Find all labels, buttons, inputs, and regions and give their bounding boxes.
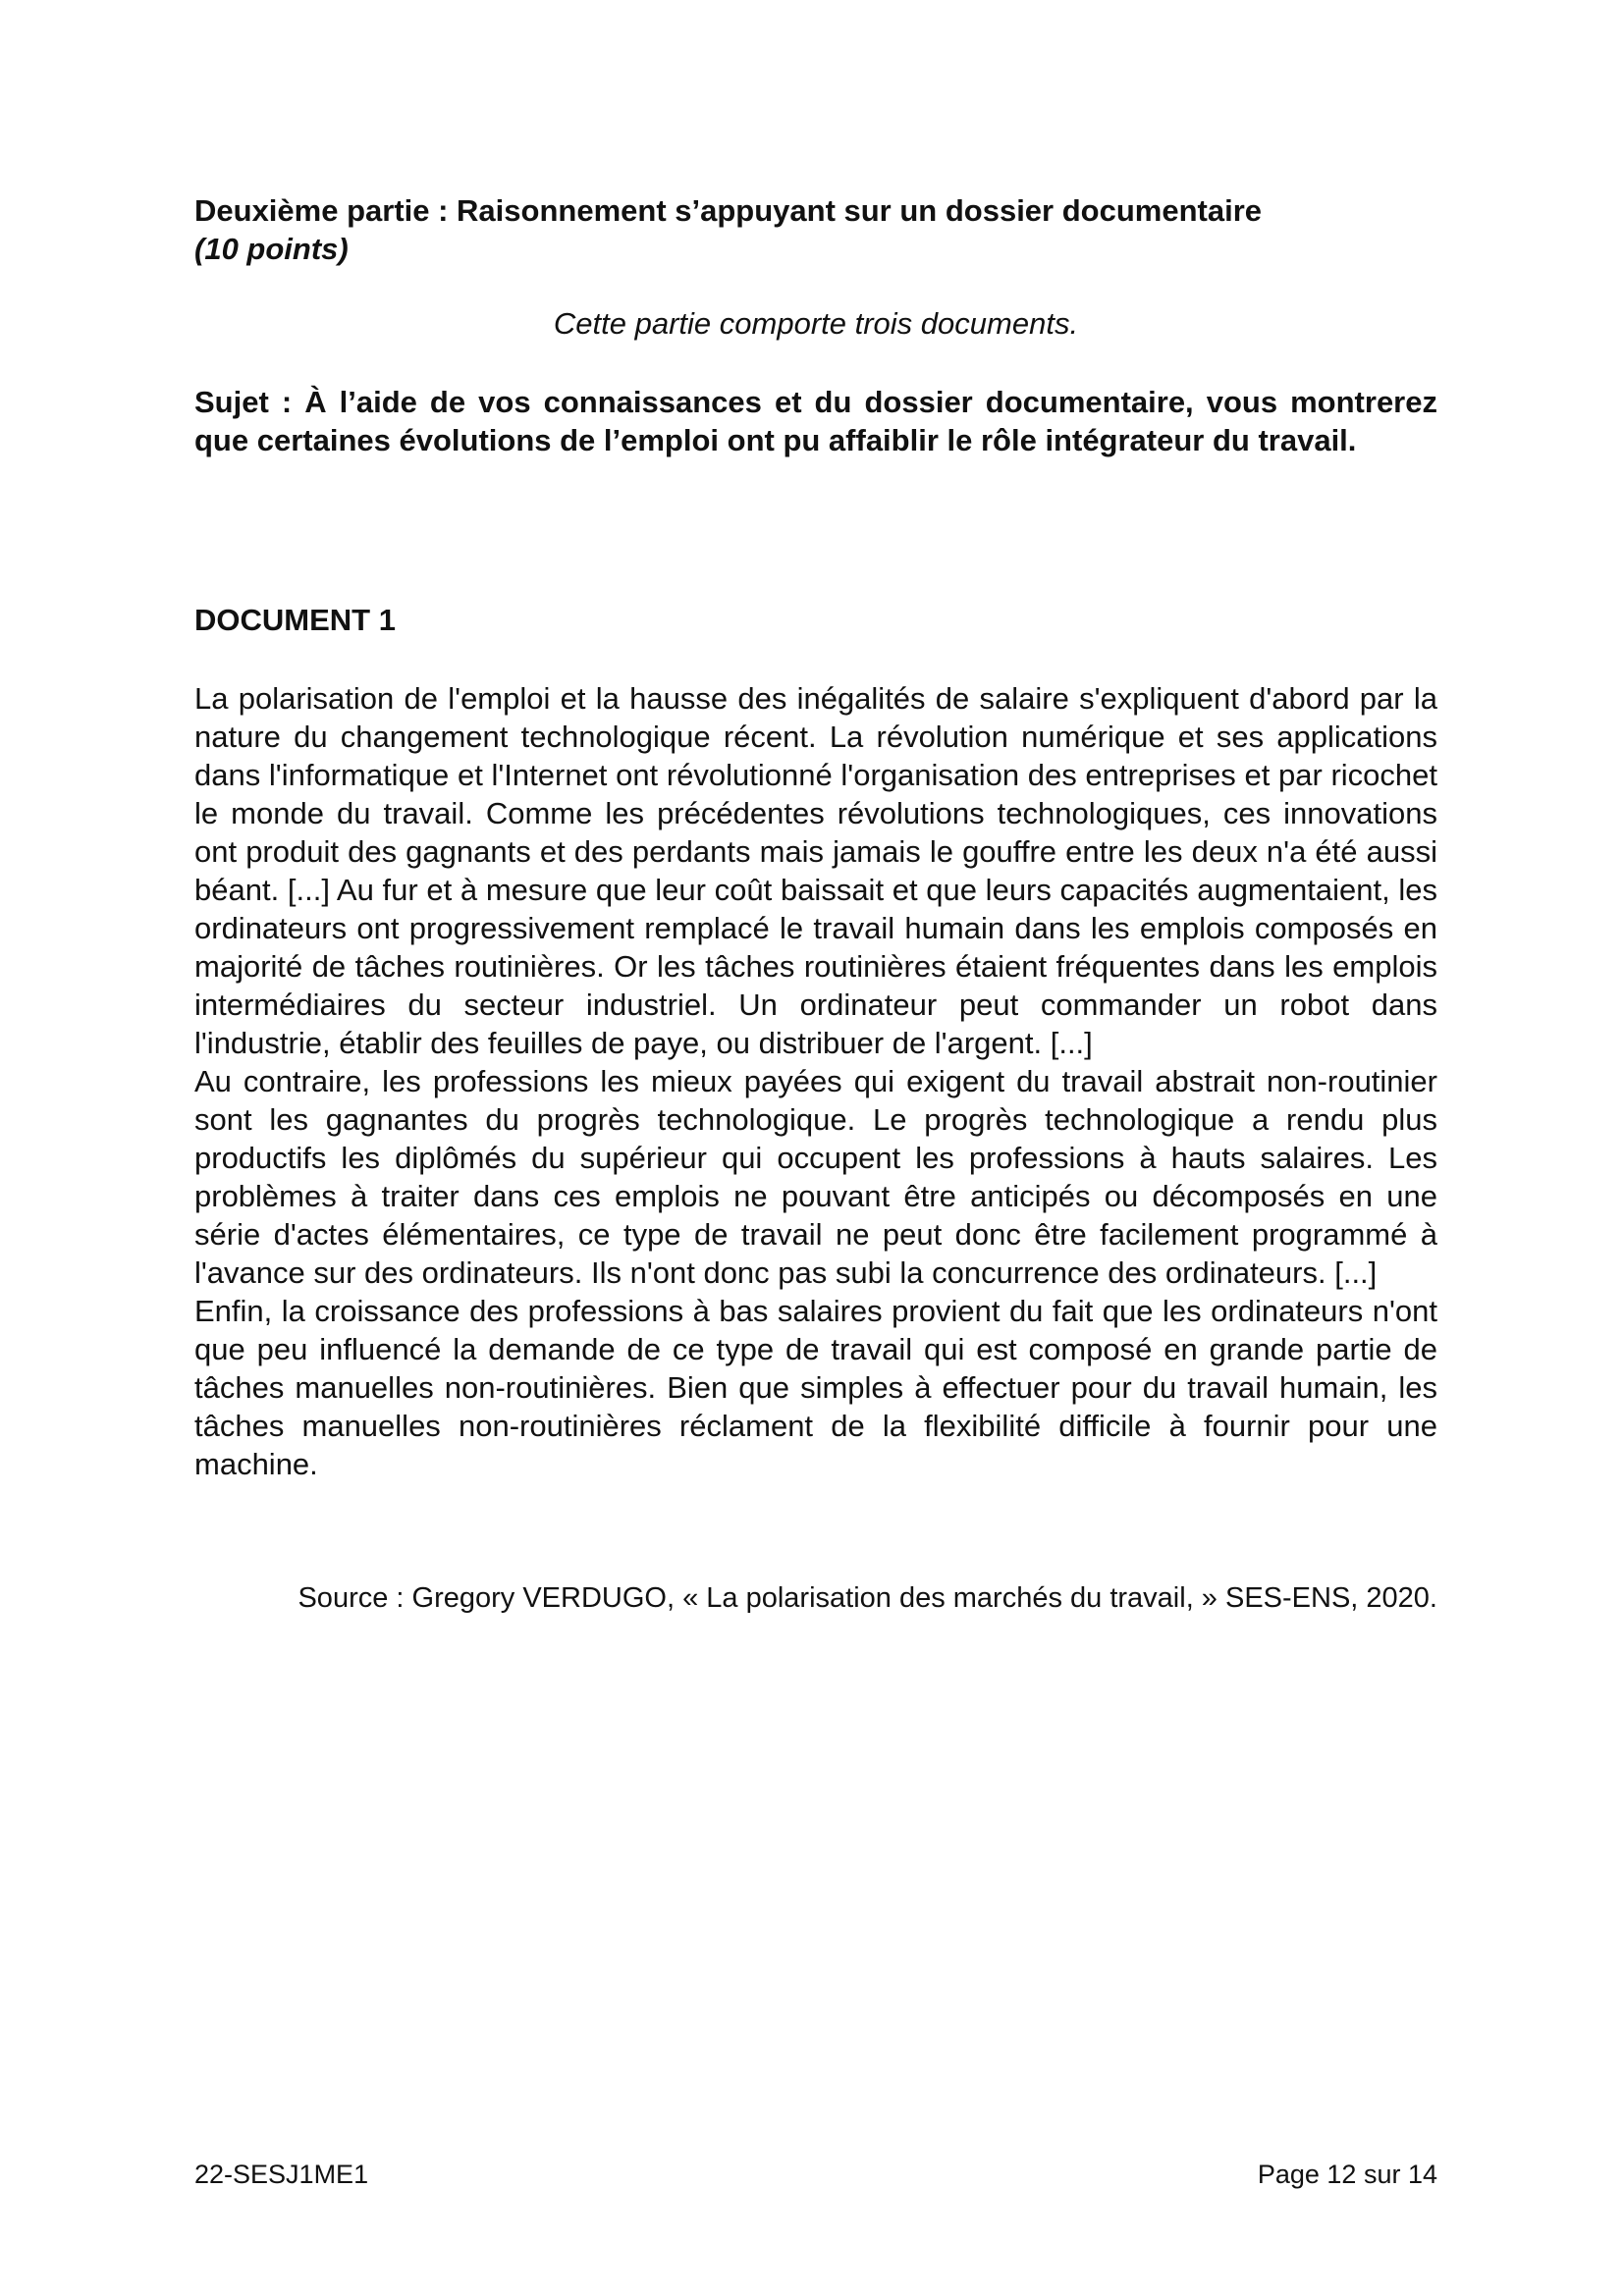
part-intro: Cette partie comporte trois documents. (553, 306, 1079, 341)
page-number: Page 12 sur 14 (1257, 2160, 1437, 2189)
part-title (194, 191, 1437, 268)
document-source: Source : Gregory VERDUGO, « La polarisation des marchés du travail, » SES-ENS, 2020. (298, 1582, 1437, 1614)
document-heading: DOCUMENT 1 (194, 603, 396, 637)
document-paragraph-3: Enfin, la croissance des professions à bas salaires provient du fait que les ordinateurs n'ont que peu influencé la demande de ce type de travail qui est composé en grande partie de tâches manuelles non-routinières. Bien que simples à effectuer pour du travail humain, les tâches manuelles non-routinières réclament de la flexibilité difficile à fournir pour une machine. (194, 1294, 1437, 1481)
document-paragraph-2: Au contraire, les professions les mieux payées qui exigent du travail abstrait non-routinier sont les gagnantes du progrès technologique. Le progrès technologique a rendu plus productifs les diplômés du supérieur qui occupent les professions à hauts salaires. Les problèmes à traiter dans ces emplois ne pouvant être anticipés ou décomposés en une série d'actes élémentaires, ce type de travail ne peut donc être facilement programmé à l'avance sur des ordinateurs. Ils n'ont donc pas subi la concurrence des ordinateurs. [...] (194, 1064, 1437, 1290)
document-paragraph-1: La polarisation de l'emploi et la hausse des inégalités de salaire s'expliquent d'abord par la nature du changement technologique récent. La révolution numérique et ses applications dans l'informatique et l'Internet ont révolutionné l'organisation des entreprises et par ricochet le monde du travail. Comme les précédentes révolutions technologiques, ces innovations ont produit des gagnants et des perdants mais jamais le gouffre entre les deux n'a été aussi béant. [...] Au fur et à mesure que leur coût baissait et que leurs capacités augmentaient, les ordinateurs ont progressivement remplacé le travail humain dans les emplois composés en majorité de tâches routinières. Or les tâches routinières étaient fréquentes dans les emplois intermédiaires du secteur industriel. Un ordinateur peut commander un robot dans l'industrie, établir des feuilles de paye, ou distribuer de l'argent. [...] (194, 681, 1437, 1060)
part-title-text: Deuxième partie : Raisonnement s’appuyant sur un dossier documentaire (194, 193, 1262, 228)
exam-code: 22-SESJ1ME1 (194, 2160, 369, 2189)
part-points: (10 points) (194, 232, 349, 266)
subject-statement: Sujet : À l’aide de vos connaissances et du dossier documentaire, vous montrerez que certaines évolutions de l’emploi ont pu affaiblir le rôle intégrateur du travail. (194, 385, 1437, 457)
document-body (194, 679, 1437, 1483)
